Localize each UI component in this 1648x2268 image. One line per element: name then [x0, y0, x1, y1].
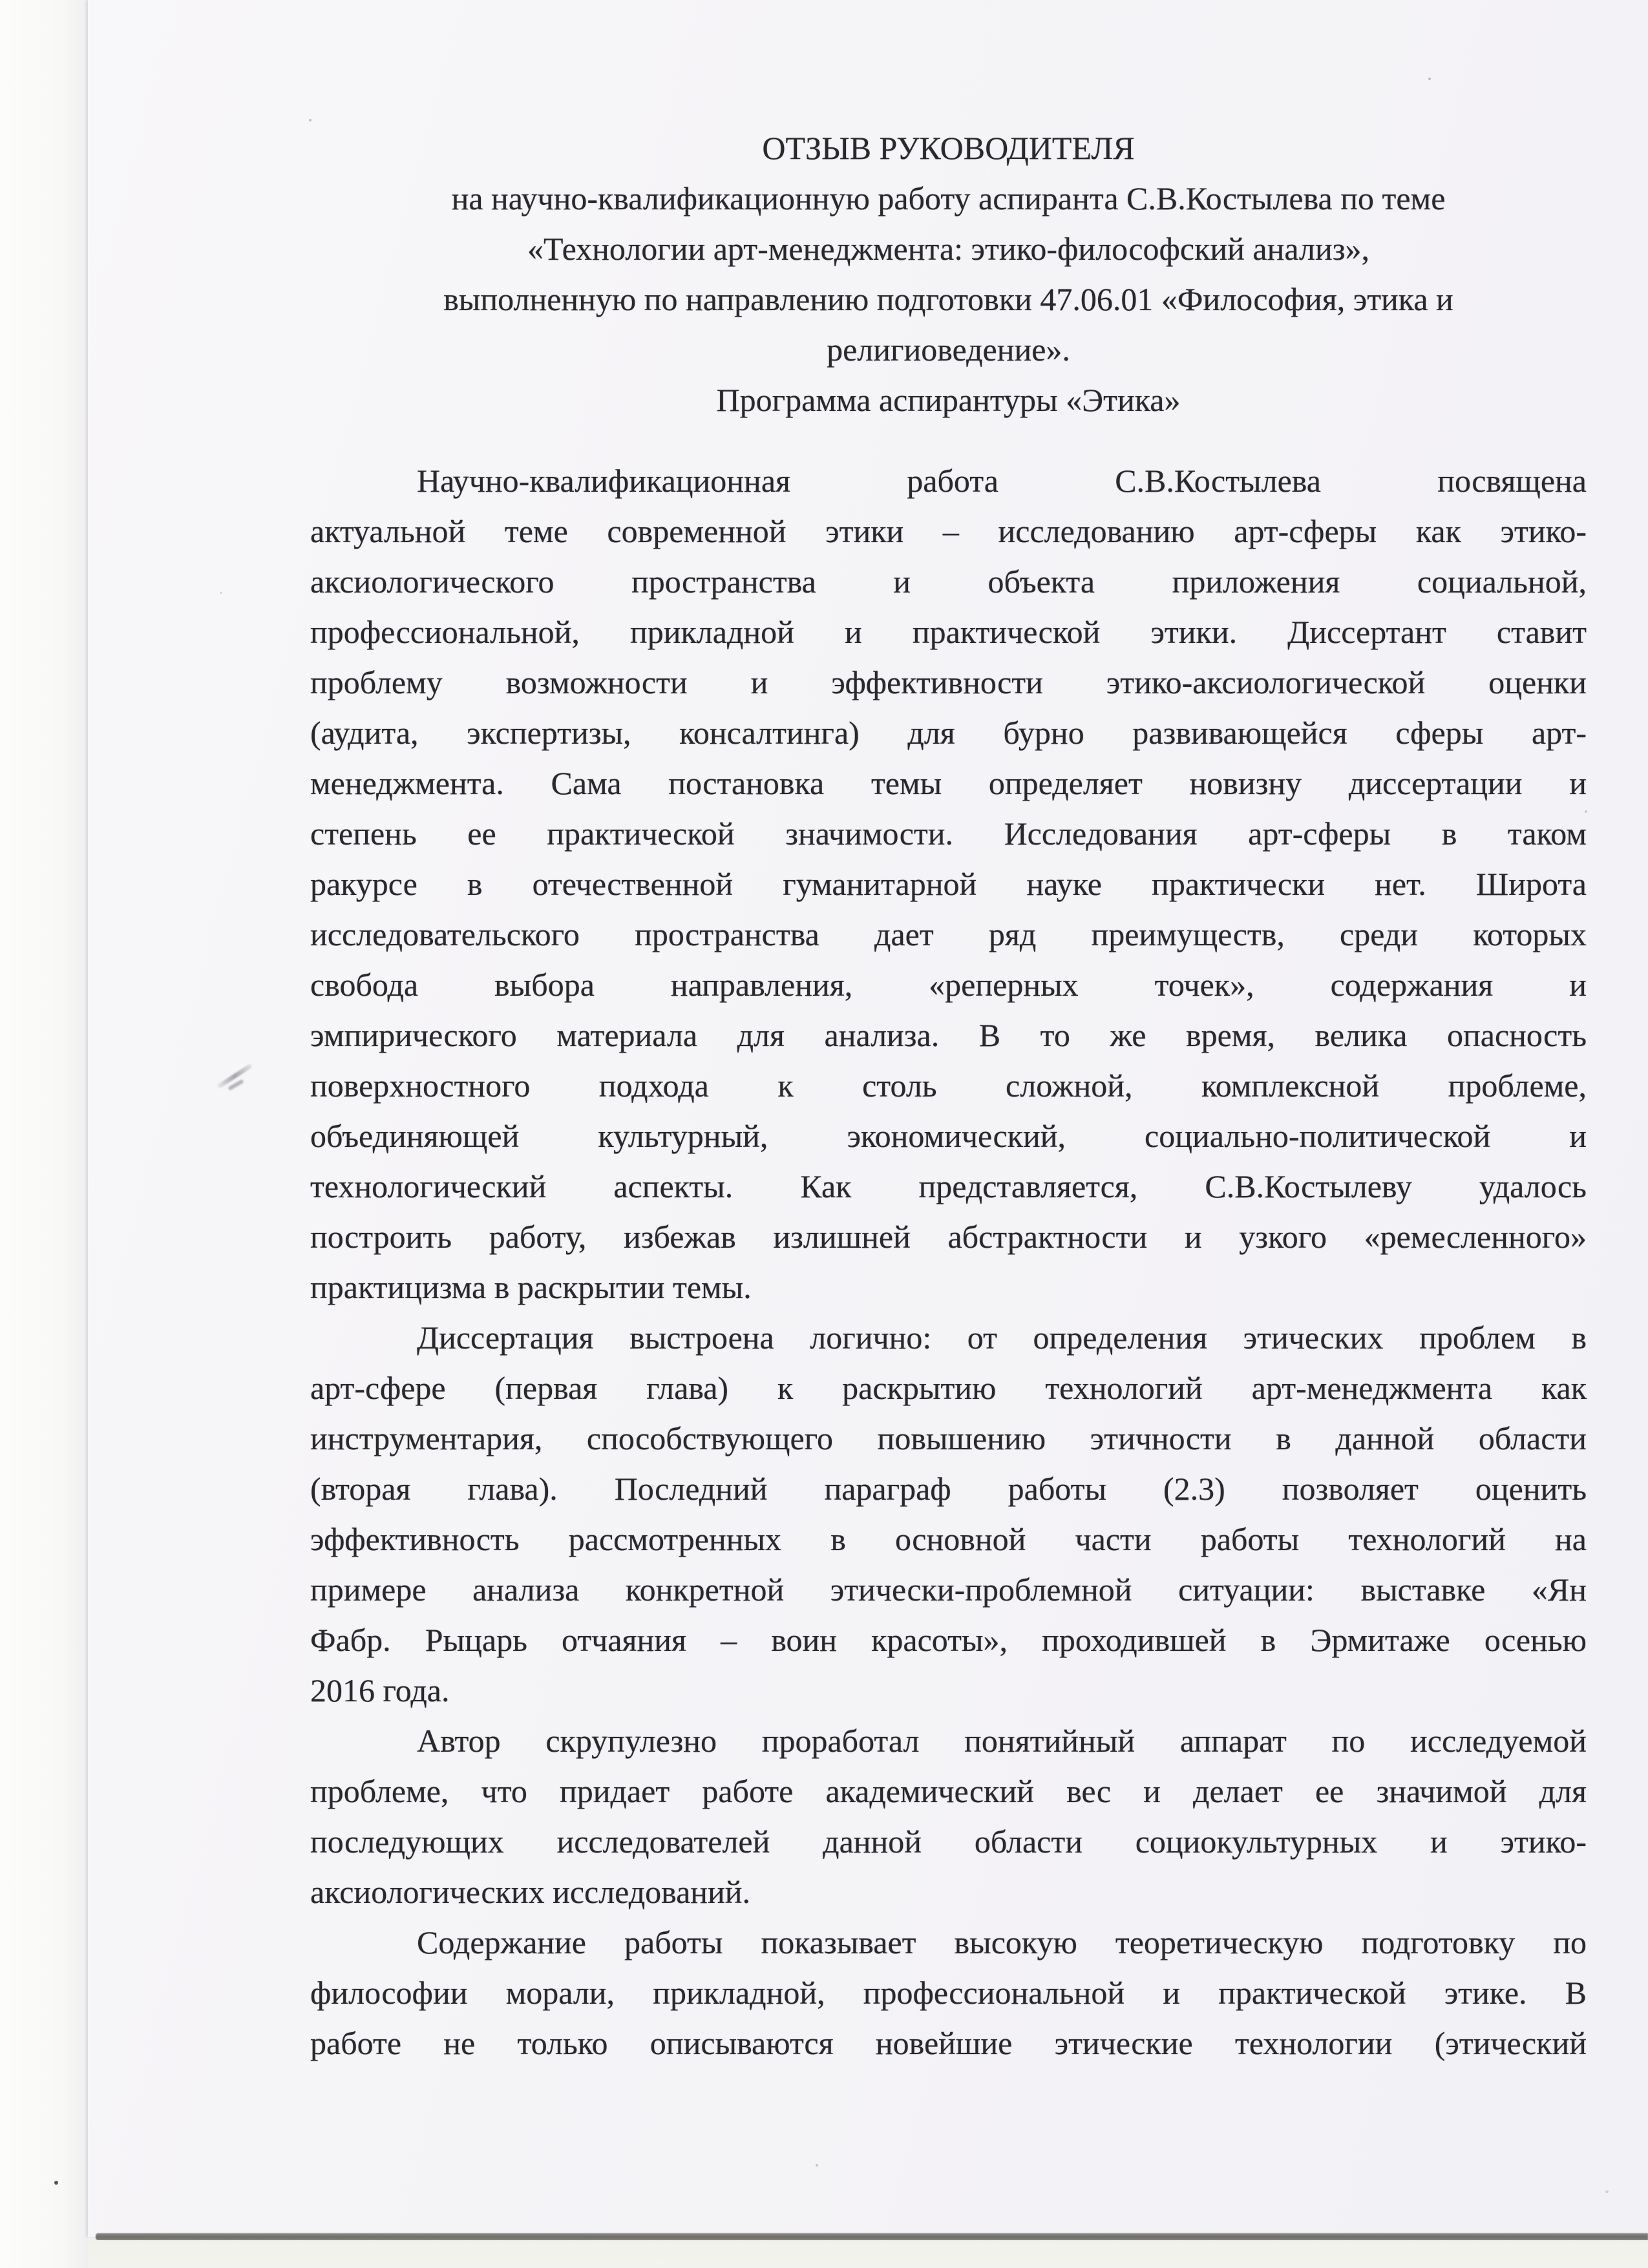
body-line: Диссертация выстроена логично: от определения этических проблем в — [417, 1319, 1587, 1356]
header-line: Программа аспирантуры «Этика» — [716, 382, 1181, 418]
body-line: актуальной теме современной этики – исследованию арт-сферы как этико- — [310, 513, 1587, 549]
body-line: примере анализа конкретной этически-проблемной ситуации: выставке «Ян — [310, 1571, 1587, 1608]
body-line: эффективность рассмотренных в основной части работы технологий на — [310, 1521, 1587, 1557]
body-line: менеджмента. Сама постановка темы определяет новизну диссертации и — [310, 765, 1587, 801]
body-line: инструментария, способствующего повышению этичности в данной области — [310, 1420, 1587, 1456]
body-line: эмпирического материала для анализа. В то же время, велика опасность — [310, 1017, 1587, 1053]
paper-bottom-edge — [96, 2233, 1648, 2240]
body-line: аксиологического пространства и объекта приложения социальной, — [310, 563, 1587, 600]
body-line: философии морали, прикладной, профессиональной и практической этике. В — [310, 1975, 1587, 2011]
document-body — [310, 456, 1587, 2068]
body-line: практицизма в раскрытии темы. — [310, 1269, 752, 1305]
dust-speck — [1585, 810, 1587, 813]
header-line: ОТЗЫВ РУКОВОДИТЕЛЯ — [762, 130, 1135, 166]
dust-speck — [816, 2164, 818, 2167]
body-line: (аудита, экспертизы, консалтинга) для бурно развивающейся сферы арт- — [310, 715, 1587, 751]
dust-speck — [1428, 78, 1431, 80]
body-line: построить работу, избежав излишней абстрактности и узкого «ремесленного» — [310, 1219, 1587, 1255]
body-line: профессиональной, прикладной и практической этики. Диссертант ставит — [310, 614, 1587, 650]
header-line: выполненную по направлению подготовки 47.06.01 «Философия, этика и — [443, 281, 1453, 317]
body-line: исследовательского пространства дает ряд преимуществ, среди которых — [310, 916, 1587, 952]
dust-speck — [54, 2181, 58, 2185]
body-line: поверхностного подхода к столь сложной, комплексной проблеме, — [310, 1067, 1587, 1104]
dust-speck — [220, 592, 222, 594]
body-line: проблему возможности и эффективности этико-аксиологической оценки — [310, 664, 1587, 700]
scanner-bed-left-strip — [0, 0, 88, 2268]
body-line: 2016 года. — [310, 1672, 450, 1708]
body-line: последующих исследователей данной области социокультурных и этико- — [310, 1823, 1587, 1860]
header-line: «Технологии арт-менеджмента: этико-философский анализ», — [527, 231, 1369, 267]
body-line: арт-сфере (первая глава) к раскрытию технологий арт-менеджмента как — [310, 1370, 1587, 1406]
body-line: Содержание работы показывает высокую теоретическую подготовку по — [417, 1924, 1587, 1960]
body-line: Фабр. Рыцарь отчаяния – воин красоты», проходившей в Эрмитаже осенью — [310, 1622, 1587, 1658]
header-line: религиоведение». — [827, 331, 1070, 368]
scanner-bed-bottom-strip — [88, 2240, 1648, 2268]
document-header — [310, 123, 1587, 425]
body-line: технологический аспекты. Как представляется, С.В.Костылеву удалось — [310, 1168, 1587, 1204]
body-line: (вторая глава). Последний параграф работы (2.3) позволяет оценить — [310, 1471, 1587, 1507]
body-line: свобода выбора направления, «реперных точек», содержания и — [310, 967, 1587, 1003]
body-line: проблеме, что придает работе академический вес и делает ее значимой для — [310, 1773, 1587, 1809]
body-line: аксиологических исследований. — [310, 1874, 751, 1910]
body-line: Автор скрупулезно проработал понятийный аппарат по исследуемой — [417, 1723, 1587, 1759]
body-line: Научно-квалификационная работа С.В.Костылева посвящена — [417, 463, 1587, 499]
body-line: работе не только описываются новейшие этические технологии (этический — [310, 2025, 1587, 2061]
dust-speck — [1605, 2190, 1609, 2193]
body-line: ракурсе в отечественной гуманитарной науке практически нет. Широта — [310, 866, 1587, 902]
body-line: объединяющей культурный, экономический, социально-политической и — [310, 1118, 1587, 1154]
dust-speck — [309, 119, 312, 121]
header-line: на научно-квалификационную работу аспиранта С.В.Костылева по теме — [451, 180, 1446, 216]
body-line: степень ее практической значимости. Исследования арт-сферы в таком — [310, 815, 1587, 852]
